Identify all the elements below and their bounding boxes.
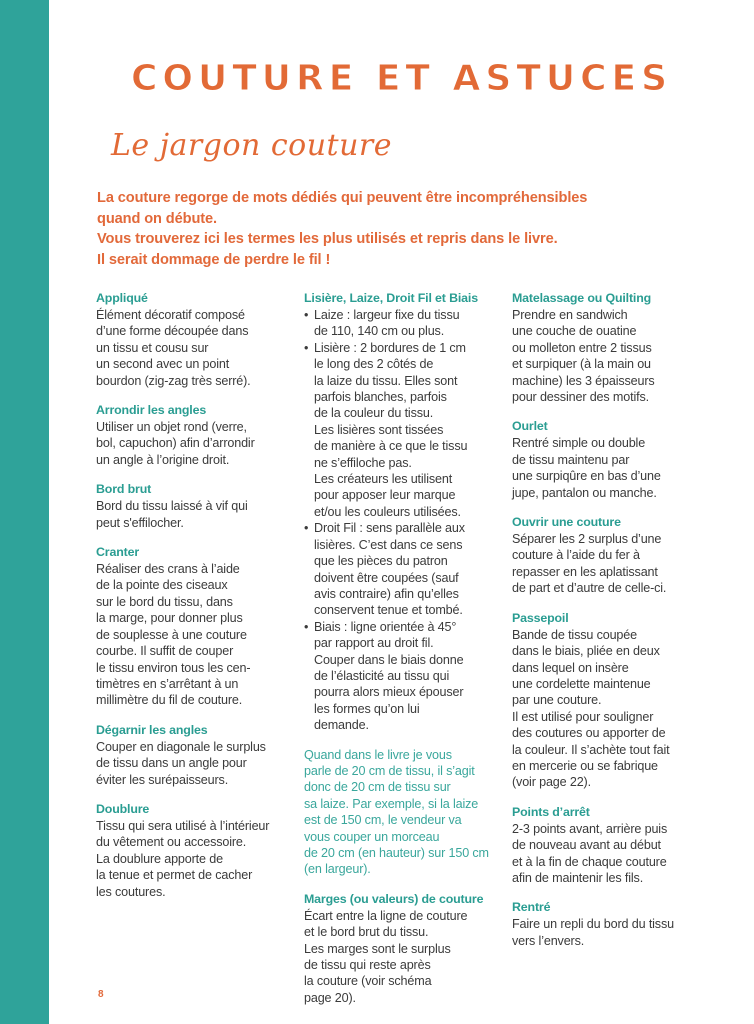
glossary-entry [304, 891, 500, 1006]
glossary-entry-line: La doublure apporte de [96, 851, 223, 866]
intro-line: Vous trouverez ici les termes les plus utilisés et repris dans le livre. [97, 231, 558, 247]
bullet-line: que les pièces du patron [314, 554, 448, 569]
bullet-line: Couper dans le biais donne [314, 652, 464, 667]
glossary-entry-line: page 20). [304, 990, 356, 1005]
glossary-entry-line: de tissu maintenu par [512, 452, 630, 467]
glossary-entry-line: (voir page 22). [512, 775, 591, 790]
glossary-entry-line: Séparer les 2 surplus d’une [512, 532, 662, 547]
glossary-entry-line: couture à l’aide du fer à [512, 548, 640, 563]
bullet-line: par rapport au droit fil. [314, 636, 434, 651]
glossary-entry-line: de nouveau avant au début [512, 838, 661, 853]
glossary-entry-line: Tissu qui sera utilisé à l’intérieur [96, 818, 270, 833]
glossary-entry-title: Ouvrir une couture [512, 515, 621, 530]
intro-line: Il serait dommage de perdre le fil ! [97, 251, 331, 268]
glossary-entry-body [512, 531, 708, 597]
glossary-entry-line: Les marges sont le surplus [304, 941, 451, 956]
bullet-line: conservent tenue et tombé. [314, 603, 463, 618]
glossary-entry-title: Doublure [96, 801, 150, 816]
glossary-columns [96, 290, 754, 1006]
bullet-line: Les créateurs les utilisent [314, 472, 453, 487]
glossary-entry-line: dans le biais, pliée en deux [512, 644, 660, 659]
glossary-entry-line: Prendre en sandwich [512, 308, 628, 322]
glossary-entry-title: Rentré [512, 900, 551, 915]
glossary-entry-line: pour dessiner des motifs. [512, 390, 649, 405]
note-line: est de 150 cm, le vendeur va [304, 813, 462, 828]
note-block [304, 747, 500, 878]
column-3 [512, 290, 708, 1006]
glossary-entry-body [512, 916, 708, 949]
glossary-entry-line: des coutures ou apporter de [512, 726, 666, 741]
glossary-entry-title: Arrondir les angles [96, 403, 207, 418]
bullet-line: la laize du tissu. Elles sont [314, 373, 458, 388]
glossary-entry-line: de tissu dans un angle pour [96, 756, 247, 771]
glossary-entry-line: courbe. Il suffit de couper [96, 644, 234, 659]
glossary-entry-line: une surpiqûre en bas d’une [512, 469, 661, 484]
glossary-entry [512, 899, 708, 949]
bullet-line: de la couleur du tissu. [314, 406, 434, 421]
glossary-entry-title: Marges (ou valeurs) de couture [304, 891, 484, 906]
glossary-entry-title: Cranter [96, 545, 140, 560]
bullet-line: et/ou les couleurs utilisées. [314, 504, 461, 519]
glossary-entry-line: la couleur. Il s’achète tout fait [512, 742, 670, 757]
column-1 [96, 290, 292, 1006]
glossary-entry-body [512, 307, 708, 405]
intro-line: quand on débute. [97, 210, 218, 227]
glossary-entry-line: Écart entre la ligne de couture [304, 908, 468, 923]
glossary-bullet-item [304, 340, 500, 520]
glossary-entry-line: de part et d’autre de celle-ci. [512, 581, 667, 596]
glossary-entry-line: une cordelette maintenue [512, 676, 651, 691]
glossary-entry-line: la marge, pour donner plus [96, 611, 243, 626]
page-subtitle: Le jargon couture [111, 128, 393, 163]
glossary-entry-body [96, 419, 292, 468]
glossary-entry-line: repasser en les aplatissant [512, 564, 658, 579]
note-line: donc de 20 cm de tissu sur [304, 780, 451, 795]
glossary-entry-line: Élément décoratif composé [96, 308, 245, 322]
glossary-entry [96, 290, 292, 389]
glossary-entry-line: Couper en diagonale le surplus [96, 739, 266, 754]
glossary-entry-line: de la pointe des ciseaux [96, 578, 228, 593]
glossary-entry-line: d’une forme découpée dans [96, 324, 249, 339]
glossary-entry-line: vers l’envers. [512, 933, 585, 948]
bullet-line: • Droit Fil : sens parallèle aux [314, 521, 465, 536]
glossary-entry-line: afin de maintenir les fils. [512, 870, 644, 885]
bullet-line: pour apposer leur marque [314, 488, 456, 503]
glossary-entry [512, 610, 708, 791]
glossary-entry-line: Rentré simple ou double [512, 436, 646, 451]
glossary-entry-line: et à la fin de chaque couture [512, 854, 667, 869]
glossary-entry-body [96, 561, 292, 709]
left-accent-bar [0, 0, 49, 1024]
bullet-line: ne s’effiloche pas. [314, 455, 412, 470]
glossary-entry-line: un tissu et cousu sur [96, 340, 209, 355]
glossary-entry-line: sur le bord du tissu, dans [96, 594, 233, 609]
glossary-entry-line: et surpiquer (à la main ou [512, 357, 651, 372]
bullet-line: demande. [314, 718, 369, 733]
glossary-bullet-item [304, 520, 500, 618]
glossary-entry-line: millimètre du fil de couture. [96, 693, 243, 708]
glossary-entry-line: bourdon (zig-zag très serré). [96, 373, 251, 388]
glossary-entry-line: et le bord brut du tissu. [304, 925, 429, 940]
glossary-entry-body [512, 627, 708, 791]
glossary-entry-title: Points d’arrêt [512, 804, 590, 819]
glossary-entry-line: Il est utilisé pour souligner [512, 709, 654, 724]
note-line: de 20 cm (en hauteur) sur 150 cm [304, 846, 489, 860]
note-line: vous couper un morceau [304, 829, 440, 844]
glossary-entry-line: Faire un repli du bord du tissu [512, 917, 674, 932]
glossary-entry-line: de souplesse à une couture [96, 627, 247, 642]
glossary-entry-line: un angle à l’origine droit. [96, 452, 230, 467]
bullet-line: le long des 2 côtés de [314, 357, 434, 372]
glossary-entry-line: Bord du tissu laissé à vif qui [96, 499, 248, 514]
glossary-entry-line: Utiliser un objet rond (verre, [96, 420, 247, 435]
glossary-entry-title: Dégarnir les angles [96, 722, 208, 737]
page-number: 8 [98, 989, 104, 1000]
glossary-entry-body [96, 818, 292, 900]
bullet-line: doivent être coupées (sauf [314, 570, 459, 585]
glossary-entry-title: Ourlet [512, 419, 548, 434]
glossary-entry-line: par une couture. [512, 693, 602, 708]
glossary-entry [512, 804, 708, 887]
bullet-line: de 110, 140 cm ou plus. [314, 324, 445, 339]
glossary-entry-line: timètres en s’arrêtant à un [96, 676, 239, 691]
glossary-entry-body [96, 739, 292, 788]
glossary-bullet-list [304, 307, 500, 734]
glossary-entry-line: ou molleton entre 2 tissus [512, 340, 652, 355]
page-canvas [49, 0, 754, 1024]
glossary-entry [512, 514, 708, 597]
bullet-line: pourra alors mieux épouser [314, 685, 464, 700]
glossary-entry [96, 801, 292, 900]
glossary-entry-line: 2-3 points avant, arrière puis [512, 821, 668, 836]
note-line: Quand dans le livre je vous [304, 747, 452, 762]
bullet-line: • Laize : largeur fixe du tissu [314, 308, 460, 322]
glossary-entry-line: les coutures. [96, 884, 166, 899]
glossary-entry-body [512, 435, 708, 501]
glossary-entry [96, 481, 292, 531]
glossary-entry [96, 544, 292, 709]
glossary-entry [96, 722, 292, 788]
bullet-line: les formes qu’on lui [314, 701, 420, 716]
glossary-entry-line: le tissu environ tous les cen- [96, 660, 251, 675]
glossary-entry [512, 290, 708, 405]
glossary-entry-line: un second avec un point [96, 357, 230, 372]
glossary-entry-line: la couture (voir schéma [304, 974, 432, 989]
glossary-bullet-item [304, 619, 500, 734]
bullet-line: • Lisière : 2 bordures de 1 cm [314, 340, 466, 355]
glossary-entry [304, 290, 500, 734]
bullet-line: avis contraire) afin qu’elles [314, 586, 459, 601]
glossary-entry-title: Bord brut [96, 482, 152, 497]
intro-paragraph [97, 188, 722, 270]
glossary-entry-line: une couche de ouatine [512, 324, 637, 339]
glossary-entry-title: Lisière, Laize, Droit Fil et Biais [304, 291, 478, 305]
glossary-entry-line: la tenue et permet de cacher [96, 868, 253, 883]
page-title-wrap [49, 58, 754, 99]
glossary-entry-line: Bande de tissu coupée [512, 627, 637, 642]
glossary-entry-line: dans lequel on insère [512, 660, 629, 675]
page-title: COUTURE ET ASTUCES COUTURE ET ASTUCES [131, 58, 672, 99]
glossary-entry-title: Appliqué [96, 291, 148, 305]
glossary-entry-line: bol, capuchon) afin d’arrondir [96, 436, 255, 451]
bullet-line: parfois blanches, parfois [314, 390, 447, 405]
note-line: parle de 20 cm de tissu, il s’agit [304, 763, 475, 778]
glossary-entry-line: de tissu qui reste après [304, 958, 431, 973]
glossary-entry-body [96, 498, 292, 531]
glossary-entry [512, 418, 708, 501]
glossary-entry [96, 402, 292, 468]
glossary-entry-line: peut s'effilocher. [96, 515, 184, 530]
glossary-entry-title: Matelassage ou Quilting [512, 291, 652, 305]
bullet-line: lisières. C’est dans ce sens [314, 537, 463, 552]
bullet-line: • Biais : ligne orientée à 45° [314, 619, 457, 634]
note-line: sa laize. Par exemple, si la laize [304, 796, 479, 811]
bullet-line: de manière à ce que le tissu [314, 439, 468, 454]
glossary-entry-line: Réaliser des crans à l’aide [96, 562, 240, 577]
glossary-entry-body [96, 307, 292, 389]
column-2 [304, 290, 500, 1006]
bullet-line: Les lisières sont tissées [314, 422, 444, 437]
glossary-entry-line: du vêtement ou accessoire. [96, 835, 247, 850]
glossary-entry-line: jupe, pantalon ou manche. [512, 485, 657, 500]
note-line: (en largeur). [304, 862, 371, 877]
glossary-entry-body [512, 821, 708, 887]
intro-line: La couture regorge de mots dédiés qui peuvent être incompréhensibles [97, 190, 588, 206]
glossary-bullet-item [304, 307, 500, 340]
glossary-entry-line: en mercerie ou se fabrique [512, 758, 658, 773]
glossary-entry-body [304, 908, 500, 1006]
glossary-entry-line: éviter les surépaisseurs. [96, 772, 229, 787]
glossary-entry-title: Passepoil [512, 610, 569, 625]
glossary-entry-line: machine) les 3 épaisseurs [512, 373, 655, 388]
bullet-line: de l’élasticité au tissu qui [314, 668, 450, 683]
